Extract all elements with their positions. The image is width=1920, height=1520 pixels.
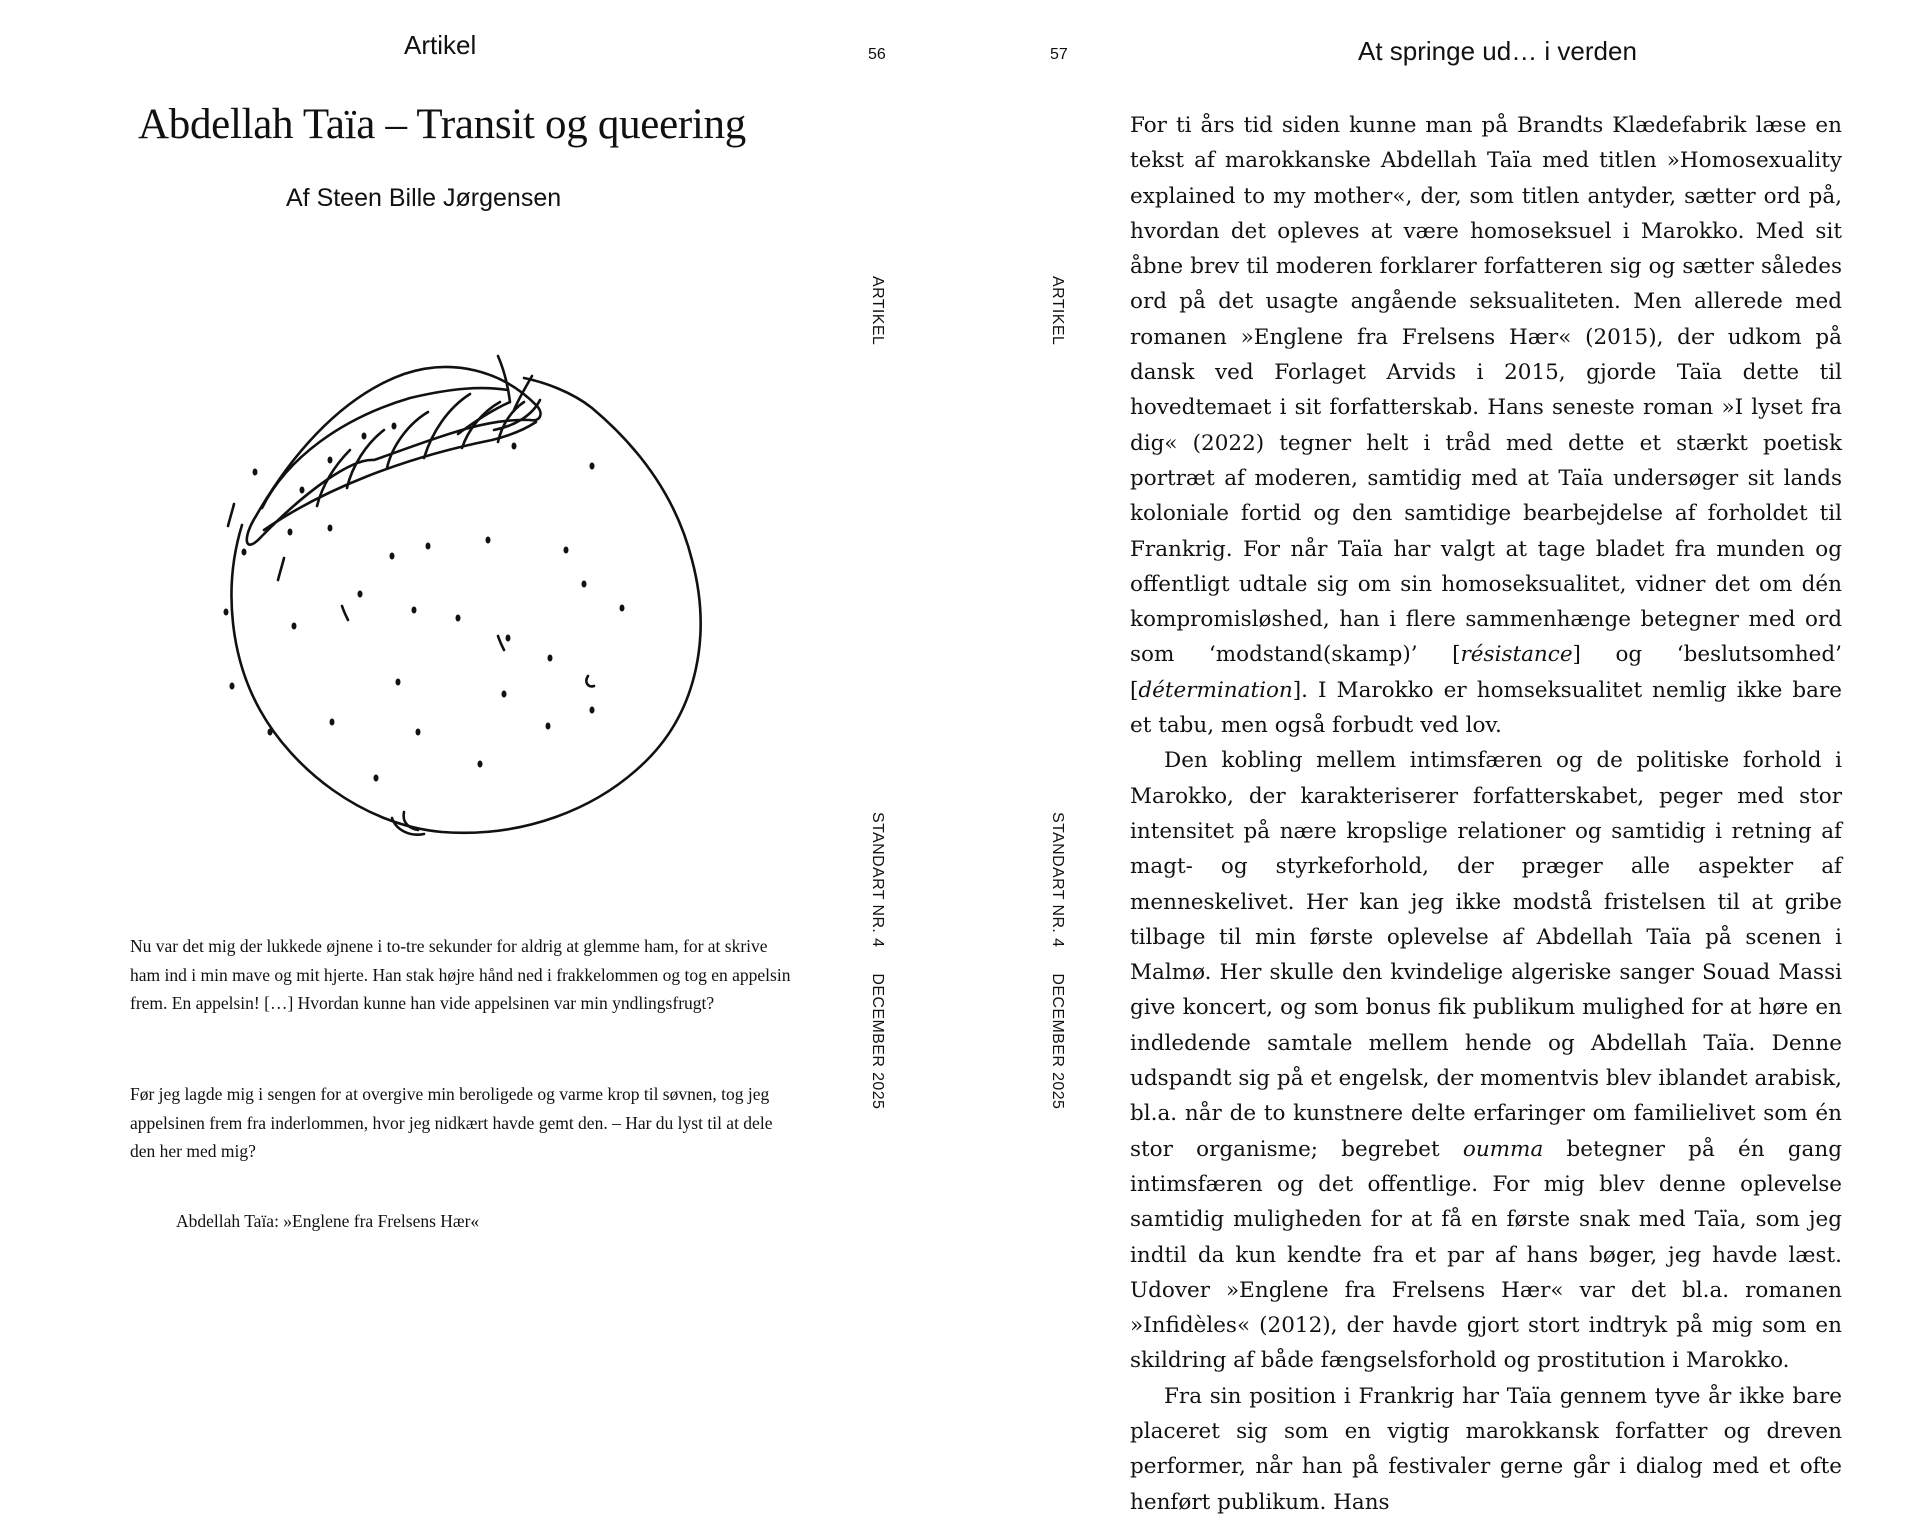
orange-outline-left: [262, 388, 508, 508]
p2-text-c: betegner på én gang intimsfæren og det offentlige. For mig blev denne oplevelse samtidig muligheden for at få en første snak med Taïa, som jeg indtil da kun kendte fra et par af hans bøger, jeg havde læst. Udover »Englene fra Frelsens Hær« var det bl.a. romanen »Infidèles« (2012), der havde gjort stort indtryk på mig som en skildring af både fængselsforhold og prostitution i Marokko.: [1130, 1136, 1842, 1374]
left-page: [0, 0, 960, 1328]
epigraph-text-2: Før jeg lagde mig i sengen for at overgive min beroligede og varme krop til søvnen, tog jeg appelsinen frem fra inderlommen, hvor jeg nidkært havde gemt den. – Har du lyst til at dele den her med mig?: [130, 1084, 773, 1161]
epigraph-text-1: Nu var det mig der lukkede øjnene i to-tre sekunder for aldrig at glemme ham, for at skrive ham ind i min mave og mit hjerte. Han stak højre hånd ned i frakkelommen og tog en appelsin frem. En appelsin! […] Hvordan kunne han vide appelsinen var min yndlingsfrugt?: [130, 936, 791, 1013]
epigraph-source: Abdellah Taïa: »Englene fra Frelsens Hær«: [176, 1211, 480, 1231]
p3-text-a: Fra sin position i Frankrig har Taïa gennem tyve år ikke bare placeret sig som en vigtig marokkansk forfatter og dreven performer, når han på festivaler gerne går i dialog med et ofte henført publikum. Hans: [1130, 1383, 1842, 1515]
page-number-left: 56: [868, 46, 886, 63]
section-label: Artikel: [404, 30, 477, 60]
leaf-icon: [247, 367, 541, 545]
side-label-artikel-right: ARTIKEL: [1049, 276, 1066, 346]
date-label-right: DECEMBER 2025: [1049, 973, 1066, 1110]
side-label-artikel-left: ARTIKEL: [869, 276, 886, 346]
orange-illustration: [152, 290, 712, 850]
right-page: [960, 0, 1920, 1515]
p2-italic-oumma: oumma: [1462, 1136, 1544, 1162]
body-paragraph-3: [1130, 1379, 1842, 1520]
article-body: [1130, 108, 1842, 1520]
p1-text-c: ] og ‘beslutsomhed’ [: [1130, 642, 1842, 703]
running-head: At springe ud… i verden: [1358, 36, 1637, 66]
body-paragraph-1: [1130, 108, 1842, 743]
byline: Af Steen Bille Jørgensen: [286, 184, 562, 212]
epigraph-paragraph-2: [130, 1080, 800, 1166]
issue-label-right: STANDART NR. 4: [1049, 812, 1066, 948]
side-label-issue-right: [1048, 812, 1066, 1109]
p1-italic-resistance: résistance: [1460, 642, 1573, 668]
issue-label-left: STANDART NR. 4: [869, 812, 886, 948]
article-title: Abdellah Taïa – Transit og queering: [138, 101, 746, 148]
body-paragraph-2: [1130, 743, 1842, 1378]
p2-text-a: Den kobling mellem intimsfæren og de politiske forhold i Marokko, der karakteriserer forfatterskabet, peger med stor intensitet på nære kropslige relationer og samtidig i retning af magt- og styrkeforhold, der præger alle aspekter af menneskelivet. Her kan jeg ikke modstå fristelsen til at gribe tilbage til min første oplevelse af Abdellah Taïa på scenen i Malmø. Her skulle den kvindelige algeriske sanger Souad Massi give koncert, og som bonus fik publikum mulighed for at høre en indledende samtale mellem hende og Abdellah Taïa. Denne udspandt sig på et engelsk, der momentvis blev iblandet arabisk, bl.a. når de to kunstnere delte erfaringer om familielivet som én stor organisme; begrebet: [1130, 748, 1842, 1162]
date-label-left: DECEMBER 2025: [869, 973, 886, 1110]
epigraph-paragraph-1: [130, 932, 800, 1018]
p1-text-a: For ti års tid siden kunne man på Brandts Klædefabrik læse en tekst af marokkanske Abdellah Taïa med titlen »Homosexuality explained to my mother«, der, som titlen antyder, sætter ord på, hvordan det opleves at være homoseksuel i Marokko. Med sit åbne brev til moderen forklarer forfatteren sig og sætter således ord på det usagte angående seksualiteten. Men allerede med romanen »Englene fra Frelsens Hær« (2015), der udkom på dansk ved Forlaget Arvids i 2015, gjorde Taïa dette til hovedtemaet i sit forfatterskab. Hans seneste roman »I lyset fra dig« (2022) tegner helt i tråd med dette et stærkt poetisk portræt af moderen, samtidig med at Taïa undersøger sit lands koloniale fortid og den samtidige bearbejdelse af forholdet til Frankrig. For når Taïa har valgt at tage bladet fra munden og offentligt udtale sig om sin homoseksualitet, vidner det om dén kompromisløshed, han i flere sammenhænge betegner med ord som ‘modstand(skamp)’ [: [1130, 113, 1842, 668]
side-label-issue-left: [868, 812, 886, 1109]
p1-italic-determination: détermination: [1138, 677, 1293, 703]
p1-text-e: ]. I Marokko er homseksualitet nemlig ikke bare et tabu, men også forbudt ved lov.: [1130, 677, 1842, 739]
page-number-right: 57: [1050, 46, 1068, 63]
